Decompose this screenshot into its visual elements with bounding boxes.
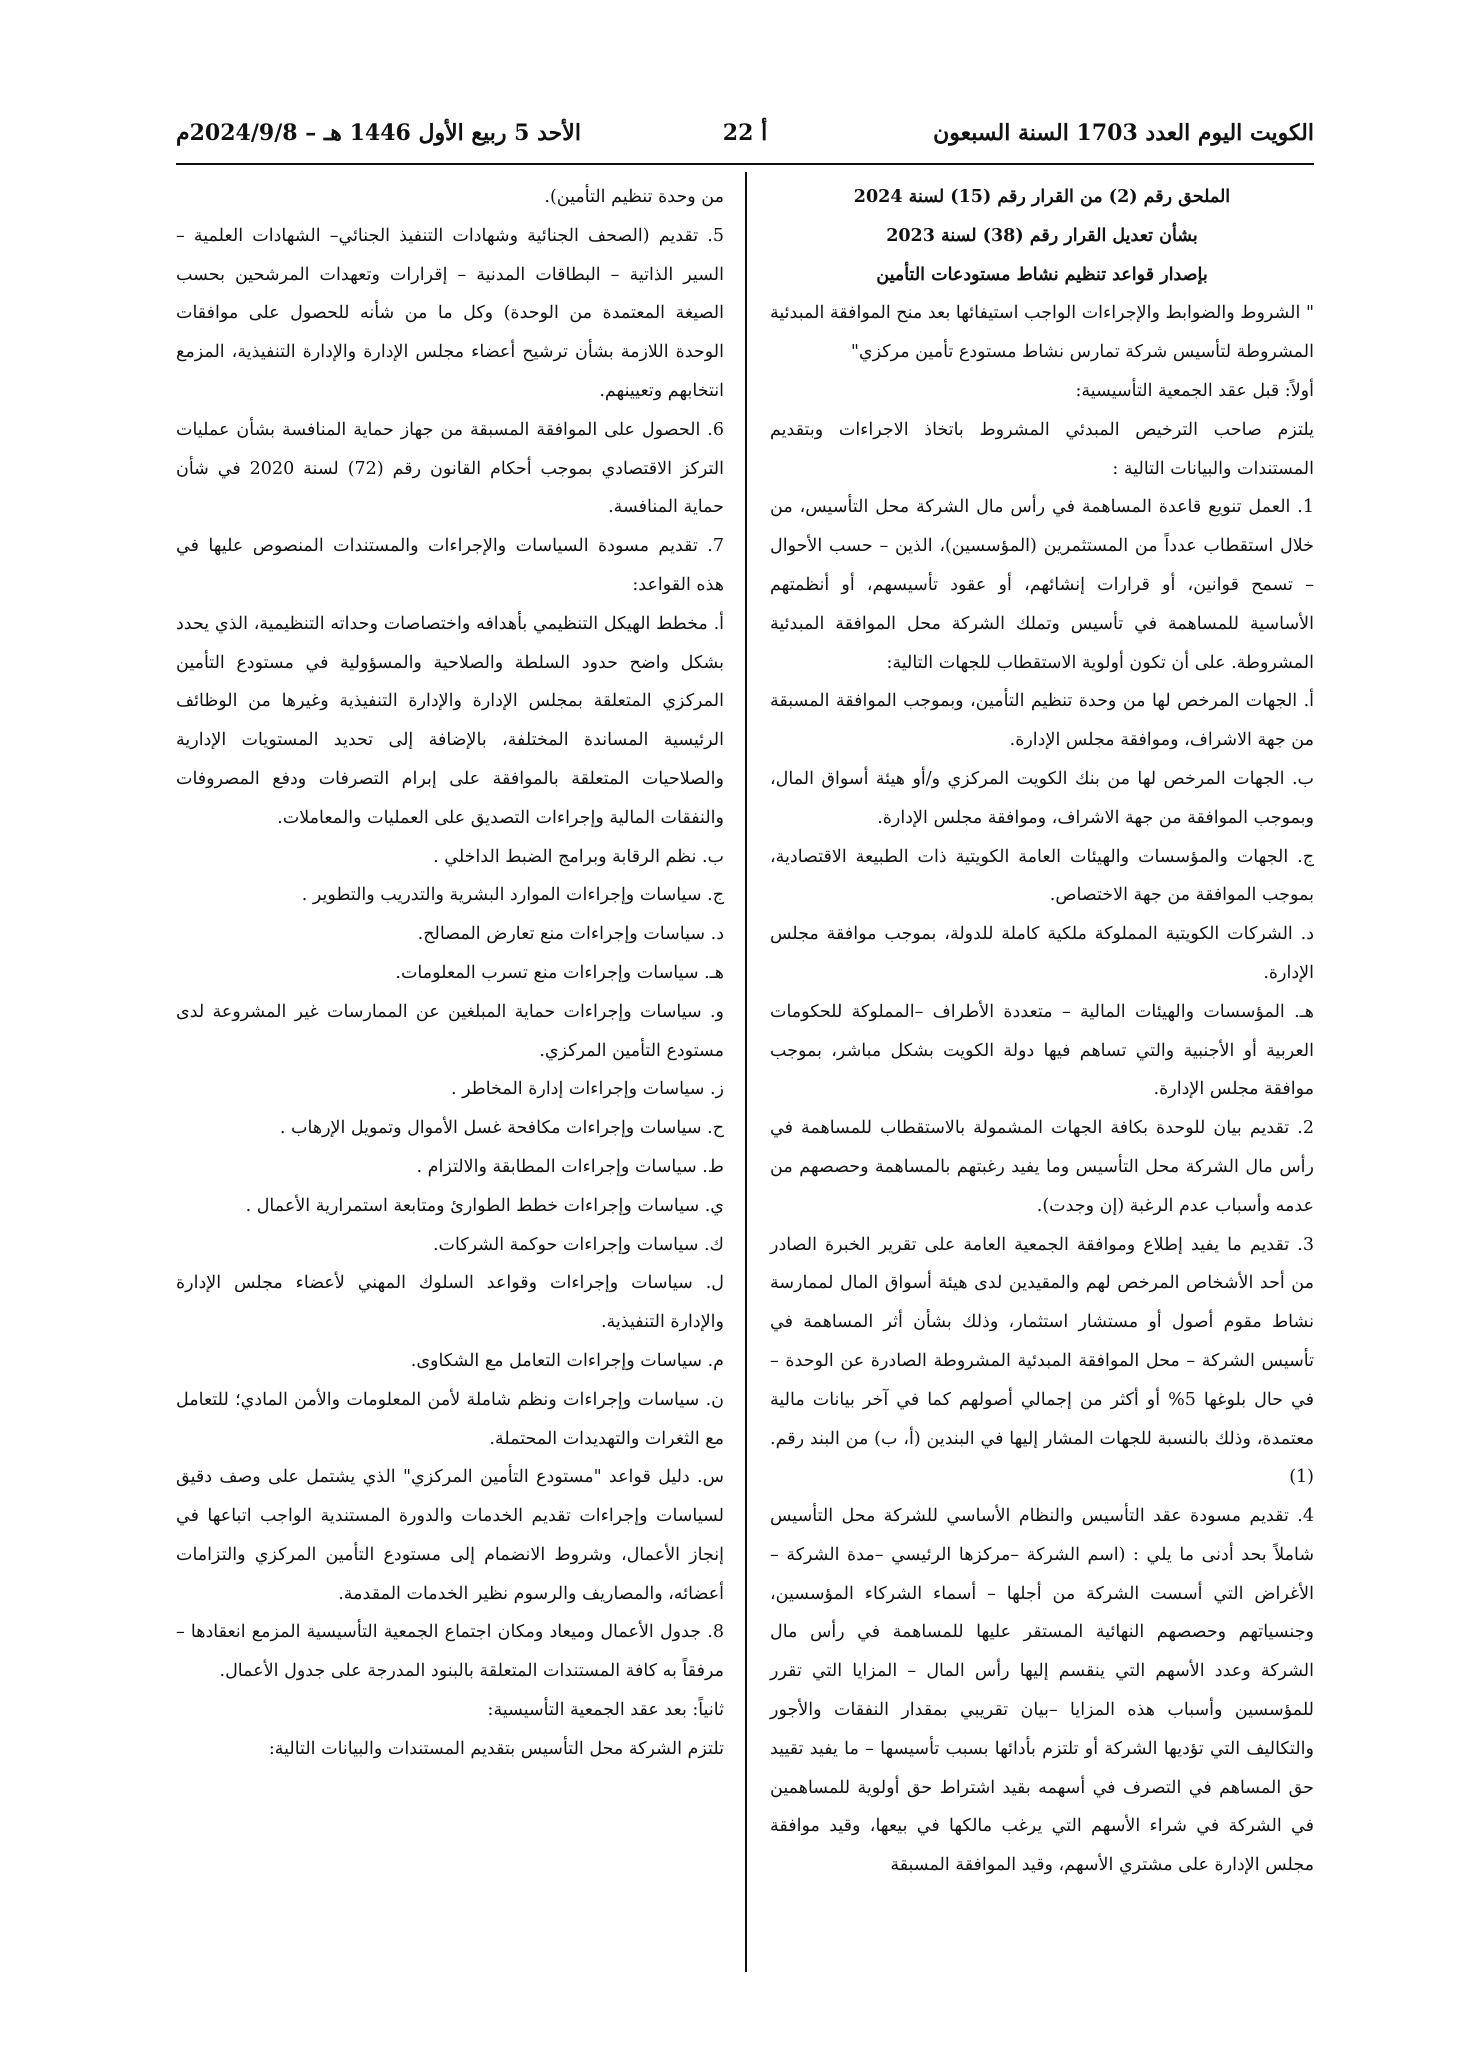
- paragraph: د. الشركات الكويتية المملوكة ملكية كاملة للدولة، بموجب موافقة مجلس الإدارة.: [770, 924, 1314, 983]
- paragraph: " الشروط والضوابط والإجراءات الواجب استيفائها بعد منح الموافقة المبدئية المشروطة لتأسيس شركة تمارس نشاط مستودع تأمين مركزي": [770, 303, 1314, 363]
- paragraph: ب. الجهات المرخص لها من بنك الكويت المركزي و/أو هيئة أسواق المال، وبموجب الموافقة من جهة الاشراف، وموافقة مجلس الإدارة.: [770, 768, 1314, 828]
- paragraph: أولاً: قبل عقد الجمعية التأسيسية:: [1075, 380, 1314, 401]
- paragraph: 8. جدول الأعمال وميعاد ومكان اجتماع الجمعية التأسيسية المزمع انعقادها –مرفقاً به كافة المستندات المتعلقة بالبنود المدرجة على جدول الأعمال.: [176, 1622, 724, 1682]
- paragraph: بشأن تعديل القرار رقم (38) لسنة 2023: [886, 225, 1198, 246]
- paragraph: ج. سياسات وإجراءات الموارد البشرية والتدريب والتطوير .: [301, 885, 724, 906]
- right-column: [770, 178, 1314, 1885]
- paragraph: ز. سياسات وإجراءات إدارة المخاطر .: [450, 1079, 724, 1100]
- paragraph: من وحدة تنظيم التأمين).: [544, 187, 724, 207]
- header-rule: [176, 163, 1314, 165]
- paragraph: د. سياسات وإجراءات منع تعارض المصالح.: [417, 924, 724, 945]
- paragraph: ن. سياسات وإجراءات ونظم شاملة لأمن المعلومات والأمن المادي؛ للتعامل مع الثغرات والتهديدات المحتملة.: [176, 1389, 724, 1449]
- paragraph: ل. سياسات وإجراءات وقواعد السلوك المهني لأعضاء مجلس الإدارة والإدارة التنفيذية.: [176, 1273, 724, 1333]
- paragraph: ج. الجهات والمؤسسات والهيئات العامة الكويتية ذات الطبيعة الاقتصادية، بموجب الموافقة من جهة الاختصاص.: [770, 846, 1314, 906]
- paragraph: ط. سياسات وإجراءات المطابقة والالتزام .: [416, 1156, 724, 1177]
- paragraph: 1. العمل تنويع قاعدة المساهمة في رأس مال الشركة محل التأسيس، من خلال استقطاب عدداً من المستثمرين (المؤسسين)، الذين – حسب الأحوال – تسمح قوانين، أو قرارات إنشائهم، أو عقود تأسيسهم، أو أنظمتهم الأساسية للمساهمة في تأسيس وتملك الشركة محل الموافقة المبدئية المشروطة. على أن تكون أولوية الاستقطاب للجهات التالية:: [770, 497, 1314, 673]
- header-date: الأحد 5 ربيع الأول 1446 هـ – 2024/9/8م: [176, 120, 581, 146]
- paragraph: ب. نظم الرقابة وبرامج الضبط الداخلي .: [433, 846, 724, 867]
- column-divider: [745, 172, 747, 1972]
- paragraph: بإصدار قواعد تنظيم نشاط مستودعات التأمين: [876, 264, 1208, 285]
- paragraph: ك. سياسات وإجراءات حوكمة الشركات.: [432, 1234, 724, 1255]
- paragraph: يلتزم صاحب الترخيص المبدئي المشروط باتخاذ الاجراءات وبتقديم المستندات والبيانات التالية :: [770, 419, 1314, 479]
- paragraph: هـ. المؤسسات والهيئات المالية – متعددة الأطراف –المملوكة للحكومات العربية أو الأجنبية والتي تساهم فيها دولة الكويت بشكل مباشر، بموجب موافقة مجلس الإدارة.: [770, 1001, 1314, 1100]
- paragraph: 5. تقديم (الصحف الجنائية وشهادات التنفيذ الجنائي– الشهادات العلمية – السير الذاتية – البطاقات المدنية – إقرارات وتعهدات المرشحين بحسب الصيغة المعتمدة من الوحدة) وكل ما من شأنه للحصول على موافقات الوحدة اللازمة بشأن ترشيح أعضاء مجلس الإدارة والإدارة التنفيذية، المزمع انتخابهم وتعيينهم.: [176, 225, 724, 401]
- paragraph: و. سياسات وإجراءات حماية المبلغين عن الممارسات غير المشروعة لدى مستودع التأمين المركزي.: [176, 1001, 724, 1061]
- page-header: [176, 120, 1314, 166]
- paragraph: هـ. سياسات وإجراءات منع تسرب المعلومات.: [395, 962, 724, 983]
- left-column: [176, 178, 724, 1769]
- paragraph: 6. الحصول على الموافقة المسبقة من جهاز حماية المنافسة بشأن عمليات التركز الاقتصادي بموجب أحكام القانون رقم (72) لسنة 2020 في شأن حماية المنافسة.: [176, 419, 724, 518]
- header-page-number: أ 22: [722, 120, 768, 146]
- paragraph: ي. سياسات وإجراءات خطط الطوارئ ومتابعة استمرارية الأعمال .: [245, 1195, 724, 1216]
- paragraph: أ. الجهات المرخص لها من وحدة تنظيم التأمين، وبموجب الموافقة المسبقة من جهة الاشراف، وموافقة مجلس الإدارة.: [770, 691, 1314, 751]
- paragraph: 2. تقديم بيان للوحدة بكافة الجهات المشمولة بالاستقطاب للمساهمة في رأس مال الشركة محل التأسيس وما يفيد رغبتهم بالمساهمة وحصصهم من عدمه وأسباب عدم الرغبة (إن وجدت).: [770, 1118, 1314, 1216]
- paragraph: 7. تقديم مسودة السياسات والإجراءات والمستندات المنصوص عليها في هذه القواعد:: [176, 536, 724, 595]
- paragraph: تلتزم الشركة محل التأسيس بتقديم المستندات والبيانات التالية:: [268, 1738, 724, 1759]
- paragraph: 4. تقديم مسودة عقد التأسيس والنظام الأساسي للشركة محل التأسيس شاملاً بحد أدنى ما يلي : (اسم الشركة –مركزها الرئيسي –مدة الشركة –الأغراض التي أسست الشركة من أجلها – أسماء الشركاء المؤسسين، وجنسياتهم وحصصهم النهائية المستقر عليها للمساهمة في رأس مال الشركة وعدد الأسهم التي ينقسم إليها رأس المال – المزايا التي تقرر للمؤسسين وأسباب هذه المزايا –بيان تقريبي بمقدار النفقات والأجور والتكاليف التي تؤديها الشركة أو تلتزم بأدائها بسبب تأسيسها – ما يفيد تقييد حق المساهم في التصرف في أسهمه بقيد اشتراط حق أولوية للمساهمين في الشركة في شراء الأسهم التي يرغب مالكها في بيعها، وقيد موافقة مجلس الإدارة على مشتري الأسهم، وقيد الموافقة المسبقة: [770, 1506, 1314, 1876]
- paragraph: 3. تقديم ما يفيد إطلاع وموافقة الجمعية العامة على تقرير الخبرة الصادر من أحد الأشخاص المرخص لهم والمقيدين لدى هيئة أسواق المال لممارسة نشاط مقوم أصول أو مستشار استثمار، وذلك بشأن أثر المساهمة في تأسيس الشركة – محل الموافقة المبدئية المشروطة الصادرة عن الوحدة – في حال بلوغها 5% أو أكثر من إجمالي أصولهم كما في آخر بيانات مالية معتمدة، وذلك بالنسبة للجهات المشار إليها في البندين (أ، ب) من البند رقم.(1): [770, 1234, 1314, 1488]
- paragraph: أ. مخطط الهيكل التنظيمي بأهدافه واختصاصات وحداته التنظيمية، الذي يحدد بشكل واضح حدود السلطة والصلاحية والمسؤولية في مستودع التأمين المركزي المتعلقة بمجلس الإدارة والإدارة التنفيذية وغيرها من الوظائف الرئيسية المساندة المختلفة، بالإضافة إلى تحديد المستويات الإدارية والصلاحيات المتعلقة بالموافقة على إبرام التصرفات ودفع المصروفات والنفقات المالية وإجراءات التصديق على العمليات والمعاملات.: [176, 613, 724, 828]
- paragraph: ثانياً: بعد عقد الجمعية التأسيسية:: [487, 1700, 724, 1721]
- paragraph: الملحق رقم (2) من القرار رقم (15) لسنة 2024: [853, 187, 1231, 207]
- header-issue: الكويت اليوم العدد 1703 السنة السبعون: [933, 120, 1314, 146]
- paragraph: س. دليل قواعد "مستودع التأمين المركزي" الذي يشتمل على وصف دقيق لسياسات وإجراءات تقديم الخدمات والدورة المستندية الواجب اتباعها في إنجاز الأعمال، وشروط الانضمام إلى مستودع التأمين المركزي والتزامات أعضائه، والمصاريف والرسوم نظير الخدمات المقدمة.: [176, 1467, 724, 1604]
- paragraph: م. سياسات وإجراءات التعامل مع الشكاوى.: [410, 1350, 724, 1371]
- paragraph: ح. سياسات وإجراءات مكافحة غسل الأموال وتمويل الإرهاب .: [279, 1118, 724, 1139]
